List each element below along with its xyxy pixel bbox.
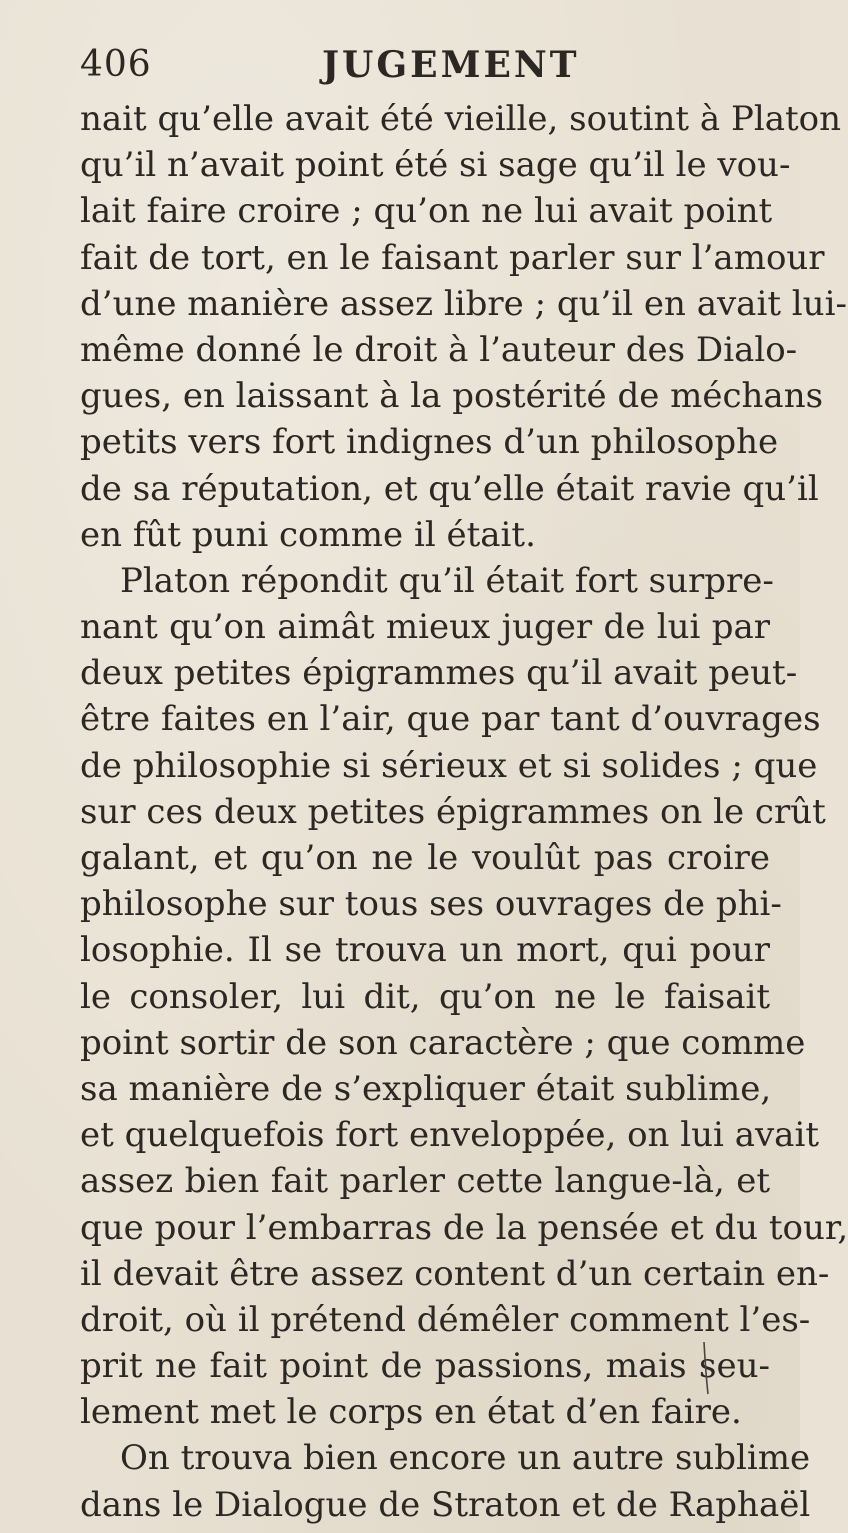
pen-mark-icon [702, 1340, 710, 1396]
text-line: qu’il n’avait point été si sage qu’il le vou- [80, 145, 791, 186]
text-line: deux petites épigrammes qu’il avait peut- [80, 653, 798, 694]
text-line: assez bien fait parler cette langue-là, et [80, 1161, 770, 1202]
page-number: 406 [80, 44, 152, 85]
text-line: prit ne fait point de passions, mais seu- [80, 1346, 770, 1387]
text-line: sur ces deux petites épigrammes on le crût [80, 791, 826, 832]
text-line: droit, où il prétend démêler comment l’es- [80, 1299, 811, 1340]
text-line: gues, en laissant à la postérité de méchans [80, 376, 824, 417]
paragraph-end-line: en fût puni comme il était. [80, 514, 536, 555]
paragraph-start-line: On trouva bien encore un autre sublime [120, 1438, 811, 1479]
text-line: losophie. Il se trouva un mort, qui pour [80, 930, 770, 971]
paragraph-end-line: lement met le corps en état d’en faire. [80, 1392, 742, 1433]
text-line: galant, et qu’on ne le voulût pas croire [80, 838, 770, 878]
text-line: le consoler, lui dit, qu’on ne le faisait [80, 976, 770, 1017]
text-line: il devait être assez content d’un certain en- [80, 1253, 830, 1294]
running-title: JUGEMENT [322, 44, 580, 86]
text-line: être faites en l’air, que par tant d’ouvrages [80, 699, 821, 740]
text-line: petits vers fort indignes d’un philosophe [80, 422, 779, 463]
text-line: de philosophie si sérieux et si solides ; que [80, 745, 818, 786]
body-text [80, 96, 848, 1528]
running-head [80, 44, 760, 94]
text-line: de sa réputation, et qu’elle était ravie qu’il [80, 468, 819, 509]
text-line: que pour l’embarras de la pensée et du tour, [80, 1207, 848, 1248]
text-line: philosophe sur tous ses ouvrages de phi- [80, 884, 782, 925]
text-line: nant qu’on aimât mieux juger de lui par [80, 607, 770, 648]
text-line: nait qu’elle avait été vieille, soutint à Platon [80, 99, 841, 139]
text-line: même donné le droit à l’auteur des Dialo- [80, 329, 798, 370]
text-line: dans le Dialogue de Straton et de Raphaël [80, 1484, 811, 1525]
paragraph-start-line: Platon répondit qu’il était fort surpre- [120, 560, 774, 601]
text-line: sa manière de s’expliquer était sublime, [80, 1068, 772, 1109]
text-line: lait faire croire ; qu’on ne lui avait point [80, 191, 773, 232]
text-line: point sortir de son caractère ; que comme [80, 1022, 806, 1063]
text-line: d’une manière assez libre ; qu’il en avait lui- [80, 283, 847, 324]
text-line: fait de tort, en le faisant parler sur l’amour [80, 237, 825, 278]
text-line: et quelquefois fort enveloppée, on lui avait [80, 1115, 819, 1156]
